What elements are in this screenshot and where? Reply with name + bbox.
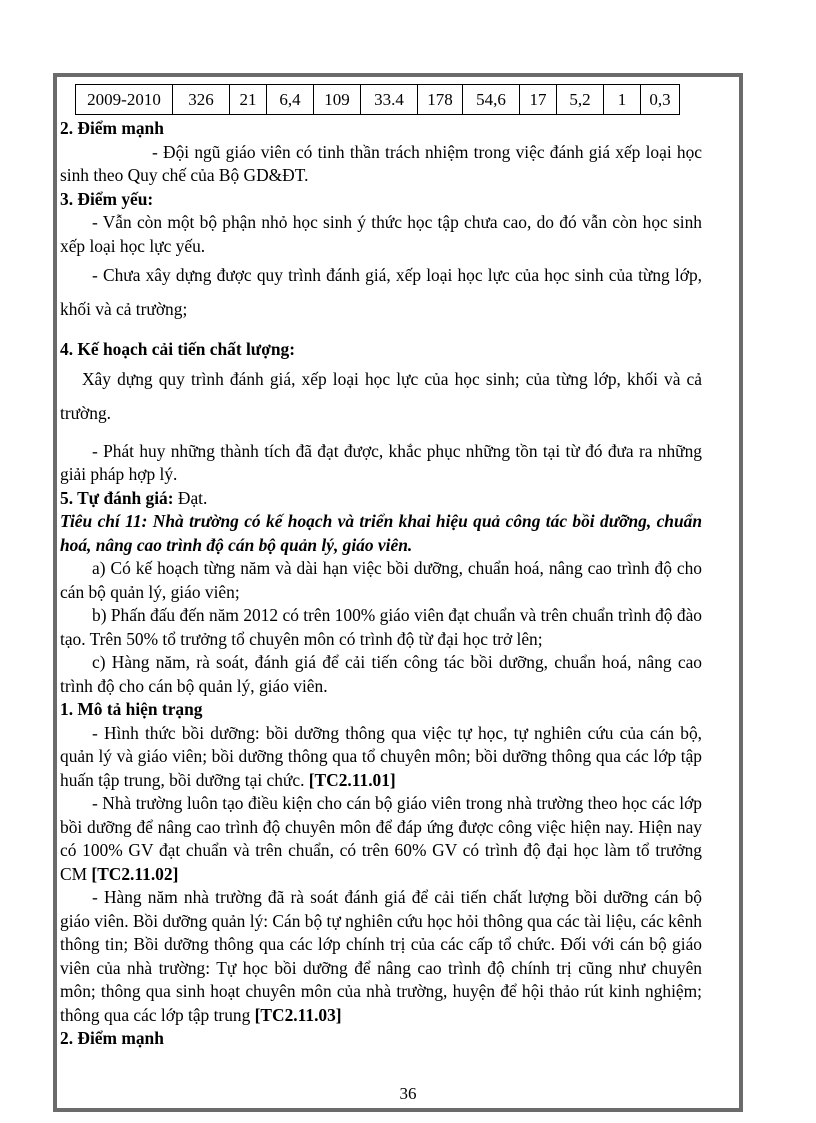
- paragraph-text: - Hàng năm nhà trường đã rà soát đánh giá để cải tiến chất lượng bồi dưỡng cán bộ giáo viên. Bồi dưỡng quản lý: Cán bộ tự nghiên cứu học hỏi thông qua các tài liệu, các kênh thông tin; Bồi dưỡng thông qua các lớp chính trị của các cấp tổ chức. Đối với cán bộ giáo viên của nhà trường: Tự học bồi dưỡng để nâng cao trình độ chính trị cũng như chuyên môn; thông qua sinh hoạt chuyên môn của nhà trường, huyện để hội thảo rút kinh nghiệm; thông qua các lớp tập trung: [60, 887, 702, 1025]
- paragraph: - Chưa xây dựng được quy trình đánh giá, xếp loại học lực của học sinh của từng lớp, khối và cả trường;: [60, 265, 702, 319]
- table-cell: 326: [173, 85, 230, 115]
- table-cell: 5,2: [557, 85, 604, 115]
- paragraph: [60, 886, 702, 1027]
- reference-code: [TC2.11.01]: [304, 769, 396, 790]
- paragraph: [60, 792, 702, 886]
- section-heading: 5. Tự đánh giá:: [60, 487, 174, 508]
- paragraph: a) Có kế hoạch từng năm và dài hạn việc bồi dưỡng, chuẩn hoá, nâng cao trình độ cho cán bộ quản lý, giáo viên;: [60, 558, 702, 602]
- table-cell: 1: [604, 85, 641, 115]
- reference-code: [TC2.11.03]: [250, 1004, 342, 1025]
- page-border-right: [739, 73, 743, 1111]
- paragraph: Xây dựng quy trình đánh giá, xếp loại học lực của học sinh; của từng lớp, khối và cả trường.: [60, 368, 702, 423]
- section-heading: 2. Điểm mạnh: [60, 1028, 164, 1048]
- paragraph: [60, 722, 702, 793]
- page-border-top: [53, 73, 739, 77]
- paragraph-text: - Nhà trường luôn tạo điều kiện cho cán bộ giáo viên trong nhà trường theo học các lớp bồi dưỡng để nâng cao trình độ chuyên môn để đáp ứng được công việc hiện nay. Hiện nay có 100% GV đạt chuẩn và trên chuẩn, có trên 60% GV có trình độ đại học làm tổ trưởng CM: [60, 793, 702, 884]
- table-cell: 6,4: [267, 85, 314, 115]
- section-heading: 1. Mô tả hiện trạng: [60, 699, 203, 719]
- page-number: 36: [399, 1084, 417, 1103]
- section-heading: 4. Kế hoạch cải tiến chất lượng:: [60, 339, 296, 359]
- statistics-table: [75, 84, 680, 115]
- self-assessment-value: Đạt.: [173, 487, 208, 508]
- reference-code: [TC2.11.02]: [87, 863, 179, 884]
- section-heading: 3. Điểm yếu:: [60, 188, 154, 209]
- page-border-bottom: [53, 1108, 743, 1112]
- paragraph: - Vẫn còn một bộ phận nhỏ học sinh ý thức học tập chưa cao, do đó vẫn còn học sinh xếp loại học lực yếu.: [60, 212, 702, 256]
- table-cell: 109: [314, 85, 361, 115]
- table-cell: 178: [418, 85, 463, 115]
- self-assessment: [60, 487, 702, 511]
- paragraph: - Phát huy những thành tích đã đạt được, khắc phục những tồn tại từ đó đưa ra những giải pháp hợp lý.: [60, 440, 702, 484]
- criterion-title: Tiêu chí 11: Nhà trường có kế hoạch và triển khai hiệu quả công tác bồi dưỡng, chuẩn hoá, nâng cao trình độ cán bộ quản lý, giáo viên.: [60, 511, 702, 555]
- section-heading: 2. Điểm mạnh: [60, 118, 164, 138]
- page-border-left: [53, 73, 57, 1111]
- table-cell: 54,6: [463, 85, 520, 115]
- table-cell: 17: [520, 85, 557, 115]
- table-cell: 0,3: [641, 85, 680, 115]
- paragraph-text: - Hình thức bồi dưỡng: bồi dưỡng thông qua việc tự học, tự nghiên cứu của cán bộ, quản lý và giáo viên; bồi dưỡng thông qua tổ chuyên môn; bồi dưỡng thông qua các lớp tập huấn tập trung, bồi dưỡng tại chức.: [60, 722, 702, 790]
- table-cell: 2009-2010: [76, 85, 173, 115]
- document-body: [60, 117, 702, 1051]
- table-row: [76, 85, 680, 115]
- paragraph: b) Phấn đấu đến năm 2012 có trên 100% giáo viên đạt chuẩn và trên chuẩn trình độ đào tạo. Trên 50% tổ trưởng tổ chuyên môn có trình độ từ đại học trở lên;: [60, 605, 702, 649]
- paragraph: c) Hàng năm, rà soát, đánh giá để cải tiến công tác bồi dưỡng, chuẩn hoá, nâng cao trình độ cho cán bộ quản lý, giáo viên.: [60, 652, 702, 696]
- table-cell: 33.4: [361, 85, 418, 115]
- paragraph: - Đội ngũ giáo viên có tinh thần trách nhiệm trong việc đánh giá xếp loại học sinh theo Quy chế của Bộ GD&ĐT.: [60, 141, 702, 185]
- table-cell: 21: [230, 85, 267, 115]
